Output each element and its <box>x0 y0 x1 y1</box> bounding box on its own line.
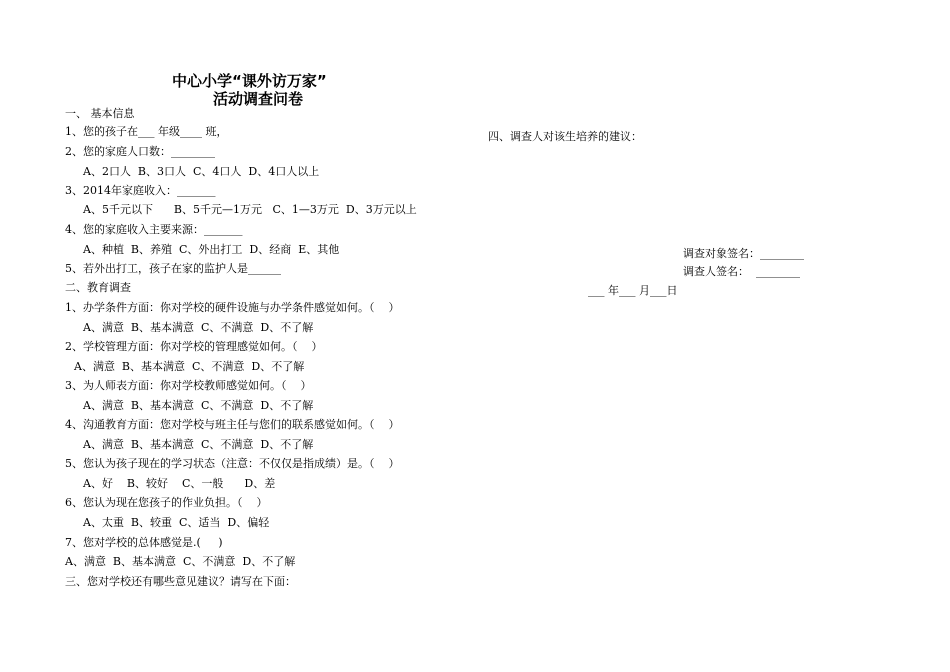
question-line: 1、办学条件方面：你对学校的硬件设施与办学条件感觉如何。（ ） <box>65 301 400 314</box>
question-line: 1、您的孩子在___ 年级____ 班， <box>65 125 228 138</box>
question-line: 3、为人师表方面：你对学校教师感觉如何。（ ） <box>65 379 312 392</box>
section2-heading: 二、教育调查 <box>65 281 131 294</box>
investigator-signature: 调查人签名： ________ <box>683 265 800 278</box>
option-line: A、太重 B、较重 C、适当 D、偏轻 <box>83 516 270 529</box>
question-line: 4、沟通教育方面：您对学校与班主任与您们的联系感觉如何。（ ） <box>65 418 400 431</box>
page-title-line1: 中心小学“课外访万家” <box>172 72 327 90</box>
option-line: A、满意 B、基本满意 C、不满意 D、不了解 <box>74 360 305 373</box>
question-line: 6、您认为现在您孩子的作业负担。（ ） <box>65 496 268 509</box>
option-line: A、2口人 B、3口人 C、4口人 D、4口人以上 <box>83 165 320 178</box>
page-title-line2: 活动调查问卷 <box>213 90 304 108</box>
option-line: A、满意 B、基本满意 C、不满意 D、不了解 <box>83 399 314 412</box>
section4-heading: 四、调查人对该生培养的建议： <box>488 130 642 143</box>
option-line: A、5千元以下 B、5千元—1万元 C、1—3万元 D、3万元以上 <box>83 203 417 216</box>
section1-heading: 一、 基本信息 <box>65 107 135 120</box>
option-line: A、满意 B、基本满意 C、不满意 D、不了解 <box>83 321 314 334</box>
question-line: 7、您对学校的总体感觉是.( ) <box>65 536 223 549</box>
option-line: A、满意 B、基本满意 C、不满意 D、不了解 <box>83 438 314 451</box>
question-line: 5、您认为孩子现在的学习状态（注意：不仅仅是指成绩）是。（ ） <box>65 457 400 470</box>
section3-heading: 三、您对学校还有哪些意见建议？请写在下面： <box>65 575 296 588</box>
subject-signature: 调查对象签名：________ <box>683 247 804 260</box>
question-line: 2、您的家庭人口数：________ <box>65 145 215 158</box>
question-line: 4、您的家庭收入主要来源：_______ <box>65 223 243 236</box>
question-line: 2、学校管理方面：你对学校的管理感觉如何。（ ） <box>65 340 323 353</box>
date-line: ___ 年___ 月___日 <box>588 284 678 297</box>
option-line: A、好 B、较好 C、一般 D、差 <box>83 477 276 490</box>
question-line: 5、若外出打工，孩子在家的监护人是______ <box>65 262 281 275</box>
option-line: A、种植 B、养殖 C、外出打工 D、经商 E、其他 <box>83 243 340 256</box>
option-line: A、满意 B、基本满意 C、不满意 D、不了解 <box>65 555 296 568</box>
question-line: 3、2014年家庭收入：_______ <box>65 184 216 197</box>
